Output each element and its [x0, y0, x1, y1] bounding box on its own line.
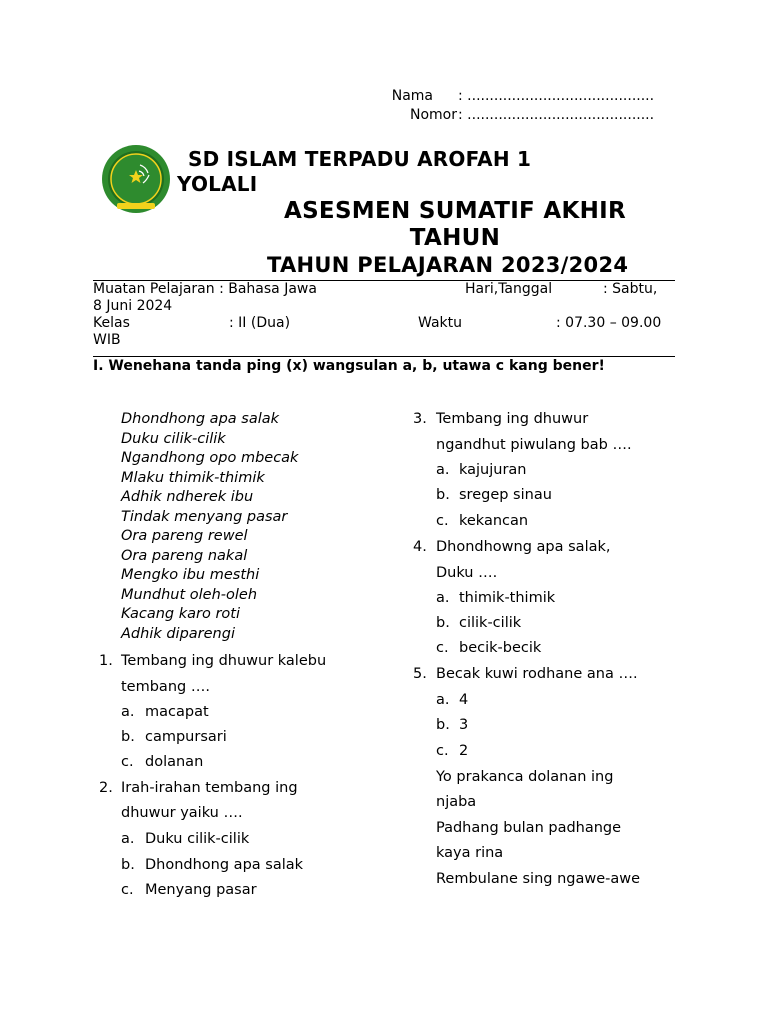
question-5-text-line1: Becak kuwi rodhane ana ….: [436, 666, 638, 682]
poem2-line: Padhang bulan padhange: [436, 820, 622, 836]
poem2-line: Yo prakanca dolanan ing: [436, 769, 614, 785]
question-4-option-b-letter[interactable]: b.: [436, 615, 450, 631]
question-3-text-line1: Tembang ing dhuwur: [436, 411, 589, 427]
question-5-option-a-letter[interactable]: a.: [436, 692, 450, 708]
poem-block: [121, 410, 298, 644]
number-label: Nomor: [410, 107, 457, 123]
question-1-text-line1: Tembang ing dhuwur kalebu: [121, 653, 327, 669]
poem-line: Ora pareng rewel: [121, 528, 248, 544]
question-5-option-a[interactable]: 4: [459, 692, 469, 708]
exam-title-line1: ASESMEN SUMATIF AKHIR: [283, 198, 627, 224]
question-2-option-b-letter[interactable]: b.: [121, 857, 135, 873]
question-1-text-line2: tembang ….: [121, 679, 210, 695]
poem2-line: njaba: [436, 794, 477, 810]
question-2-text-line2: dhuwur yaiku ….: [121, 805, 243, 821]
question-4-number: 4.: [413, 539, 427, 555]
poem-line: Adhik diparengi: [121, 625, 235, 642]
info-divider: [93, 356, 675, 357]
school-name-line1: SD ISLAM TERPADU AROFAH 1: [188, 147, 532, 171]
question-1-option-c[interactable]: dolanan: [145, 754, 204, 770]
question-5-number: 5.: [413, 666, 427, 682]
question-2-option-c[interactable]: Menyang pasar: [145, 882, 257, 898]
question-4-text-line2: Duku ….: [436, 565, 498, 581]
question-5-option-c-letter[interactable]: c.: [436, 743, 449, 759]
question-3-number: 3.: [413, 411, 427, 427]
question-2-option-a[interactable]: Duku cilik-cilik: [145, 831, 250, 847]
poem2-line: kaya rina: [436, 845, 504, 861]
time-value: : 07.30 – 09.00: [556, 315, 662, 331]
poem-line: Mundhut oleh-oleh: [121, 586, 258, 603]
question-2-text-line1: Irah-irahan tembang ing: [121, 780, 298, 796]
class-label: Kelas: [93, 315, 130, 331]
class-value: : II (Dua): [229, 315, 291, 331]
poem-line: Adhik ndherek ibu: [121, 489, 254, 505]
number-field[interactable]: : ..........................................: [458, 107, 655, 123]
question-1-option-a[interactable]: macapat: [145, 704, 209, 720]
poem-line: Duku cilik-cilik: [121, 430, 226, 447]
question-5-option-b-letter[interactable]: b.: [436, 717, 450, 733]
poem-line: Tindak menyang pasar: [121, 508, 288, 525]
subject-label: Muatan Pelajaran : Bahasa Jawa: [93, 281, 317, 297]
day-value: : Sabtu,: [603, 281, 658, 297]
question-3-option-c[interactable]: kekancan: [459, 513, 529, 529]
question-1-option-b[interactable]: campursari: [145, 729, 227, 745]
question-4-text-line1: Dhondhowng apa salak,: [436, 539, 611, 555]
question-5-option-c[interactable]: 2: [459, 743, 469, 759]
school-name-line2: YOLALI: [177, 172, 258, 196]
question-2-option-a-letter[interactable]: a.: [121, 831, 135, 847]
question-3-option-a[interactable]: kajujuran: [459, 462, 527, 478]
question-4-option-c-letter[interactable]: c.: [436, 640, 449, 656]
question-3-option-b[interactable]: sregep sinau: [459, 487, 552, 503]
day-label: Hari,Tanggal: [465, 281, 553, 297]
name-field[interactable]: : ..........................................: [458, 88, 655, 104]
time-label: Waktu: [418, 315, 462, 331]
question-1-number: 1.: [99, 653, 113, 669]
poem-line: Mengko ibu mesthi: [121, 567, 260, 583]
poem-line: Ngandhong opo mbecak: [121, 450, 299, 466]
question-1-option-a-letter[interactable]: a.: [121, 704, 135, 720]
date-value: 8 Juni 2024: [93, 298, 173, 314]
poem-line: Kacang karo roti: [121, 606, 241, 622]
question-4-option-c[interactable]: becik-becik: [459, 640, 542, 656]
name-label: Nama: [391, 88, 433, 104]
question-3-option-b-letter[interactable]: b.: [436, 487, 450, 503]
time-unit: WIB: [93, 332, 121, 348]
exam-year-title: TAHUN PELAJARAN 2023/2024: [267, 253, 629, 277]
question-1-option-b-letter[interactable]: b.: [121, 729, 135, 745]
exam-title-line2: TAHUN: [409, 225, 501, 251]
question-1-option-c-letter[interactable]: c.: [121, 754, 134, 770]
instruction-text: I. Wenehana tanda ping (x) wangsulan a, b, utawa c kang bener!: [93, 358, 605, 374]
poem-line: Mlaku thimik-thimik: [121, 469, 265, 486]
question-3-option-c-letter[interactable]: c.: [436, 513, 449, 529]
question-4-option-b[interactable]: cilik-cilik: [459, 615, 522, 631]
question-2-number: 2.: [99, 780, 113, 796]
poem2-line: Rembulane sing ngawe-awe: [436, 871, 641, 887]
question-2-option-b[interactable]: Dhondhong apa salak: [145, 857, 304, 873]
question-4-option-a-letter[interactable]: a.: [436, 590, 450, 606]
poem-line: Dhondhong apa salak: [121, 411, 280, 427]
question-4-option-a[interactable]: thimik-thimik: [459, 590, 556, 606]
poem-line: Ora pareng nakal: [121, 547, 248, 564]
school-logo-icon: [95, 143, 177, 215]
question-3-text-line2: ngandhut piwulang bab ….: [436, 437, 632, 453]
question-2-option-c-letter[interactable]: c.: [121, 882, 134, 898]
question-5-option-b[interactable]: 3: [459, 717, 469, 733]
question-3-option-a-letter[interactable]: a.: [436, 462, 450, 478]
